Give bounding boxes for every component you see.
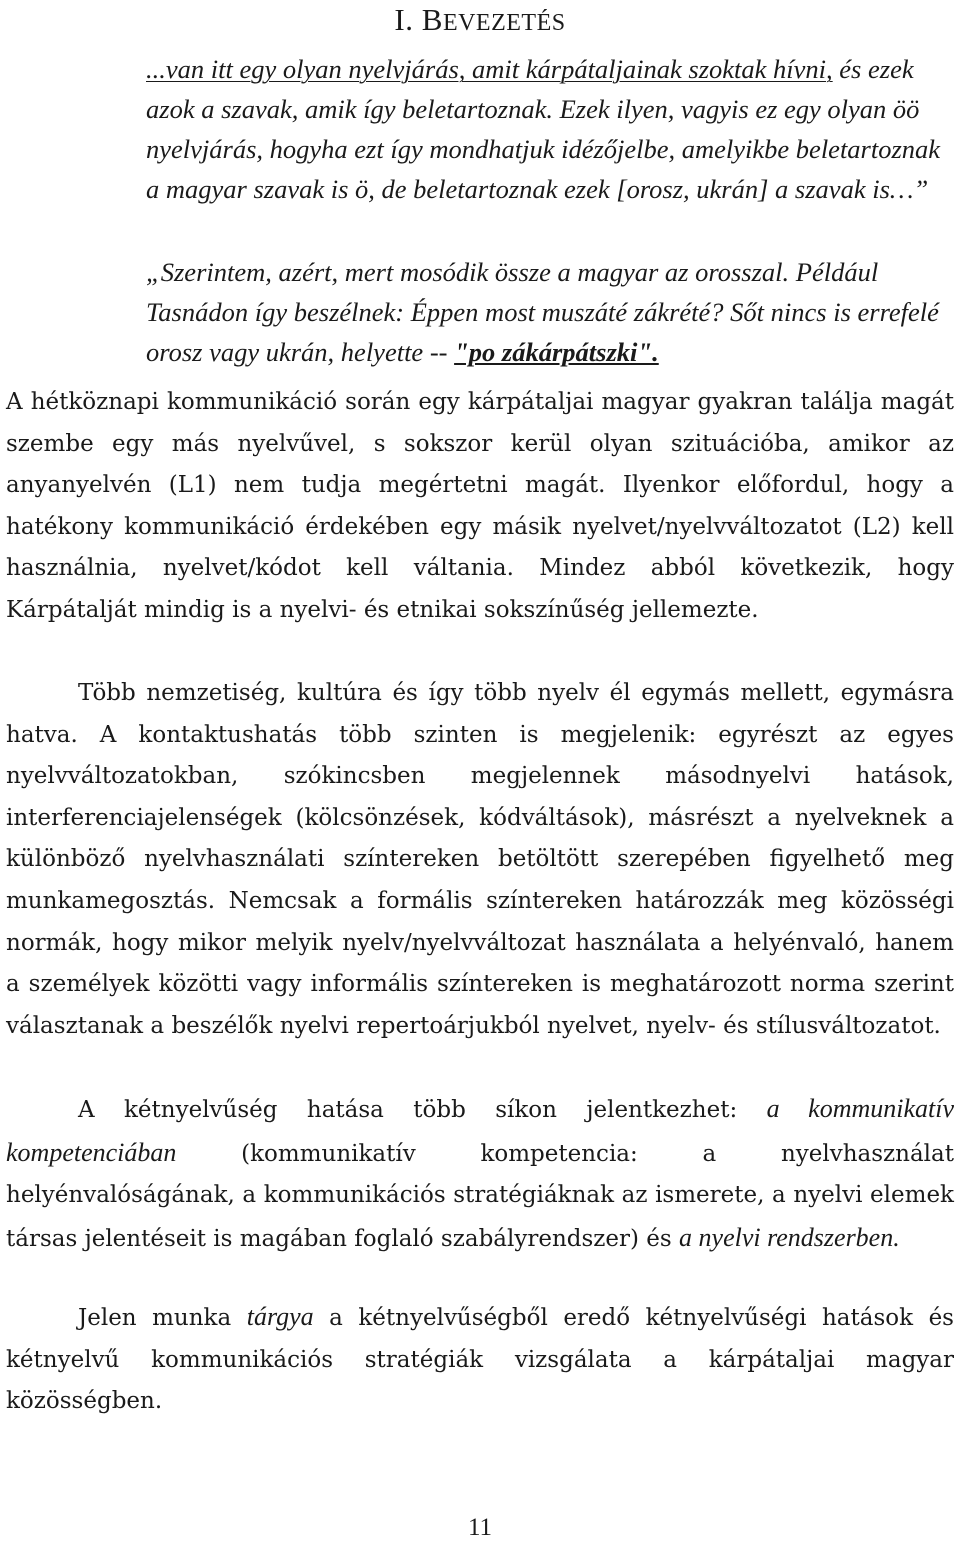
paragraph-4-emphasis: tárgya [246,1302,314,1331]
chapter-title-initial: B [421,2,443,37]
chapter-title-rest: EVEZETÉS [442,10,566,36]
paragraph-3-emphasis-2: a nyelvi rendszerben. [679,1222,900,1252]
paragraph-3 [6,1088,954,1260]
paragraph-3-emphasis-1: a kommunikatív kompetenciában [6,1094,954,1167]
chapter-heading [0,2,960,38]
paragraph-2: Több nemzetiség, kultúra és így több nyelv él egymás mellett, egymásra hatva. A kontaktushatás több szinten is megjelenik: egyrészt az egyes nyelvváltozatokban, szókincsben megjelennek másodnyelvi hatások, interferenciajelenségek (kölcsönzések, kódváltások), másrészt a nyelveknek a különböző nyelvhasználati színtereken betöltött szerepében figyelhető meg munkamegosztás. Nemcsak a formális színtereken határozzák meg közösségi normák, hogy mikor melyik nyelv/nyelvváltozat használata a helyénvaló, hanem a személyek közötti vagy informális színtereken is meghatározott norma szerint választanak a beszélők nyelvi repertoárjukból nyelvet, nyelv- és stílusváltozatot. [6,680,954,1039]
quote-1-underlined: ...van itt egy olyan nyelvjárás, amit kárpátaljainak szoktak hívni, [146,54,833,84]
paragraph-4 [6,1296,954,1423]
chapter-number: I. [394,2,414,37]
paragraph-4-rest: a kétnyelvűségből eredő kétnyelvűségi hatások és kétnyelvű kommunikációs stratégiák vizsgálata a kárpátaljai magyar közösségben. [6,1305,954,1415]
paragraph-4-start: Jelen munka [78,1305,247,1331]
paragraph-3-middle: (kommunikatív kompetencia: a nyelvhasználat helyénvalóságának, a kommunikációs stratégiáknak az ismerete, a nyelvi elemek társas jelentéseit is magában foglaló szabályrendszer) és [6,1140,954,1252]
quote-2-emphasis: "po zákárpátszki". [454,337,659,367]
page-number: 11 [467,1514,493,1541]
quote-2-text: „Szerintem, azért, mert mosódik össze a magyar az orosszal. Például Tasnádon így beszélnek: Éppen most muszáté zákrété? Sőt nincs is errefelé orosz vagy ukrán, helyette -- [146,257,939,367]
interview-quote-1 [146,49,956,209]
quote-1-rest: és ezek azok a szavak, amik így beletartoznak. Ezek ilyen, vagyis ez egy olyan öö nyelvjárás, hogyha ezt így mondhatjuk idézőjelbe, amelyikbe beletartoznak a magyar szavak is ö, de beletartoznak ezek [orosz, ukrán] a szavak is…” [146,54,941,204]
interview-quote-2 [146,252,956,372]
paragraph-3-start: A kétnyelvűség hatása több síkon jelentkezhet: [78,1097,767,1123]
paragraph-1: A hétköznapi kommunikáció során egy kárpátaljai magyar gyakran találja magát szembe egy más nyelvűvel, s sokszor kerül olyan szituációba, amikor az anyanyelvén (L1) nem tudja megértetni magát. Ilyenkor előfordul, hogy a hatékony kommunikáció érdekében egy másik nyelvet/nyelvváltozatot (L2) kell használnia, nyelvet/kódot kell váltania. Mindez abból következik, hogy Kárpátalját mindig is a nyelvi- és etnikai sokszínűség jellemezte. [6,389,954,623]
